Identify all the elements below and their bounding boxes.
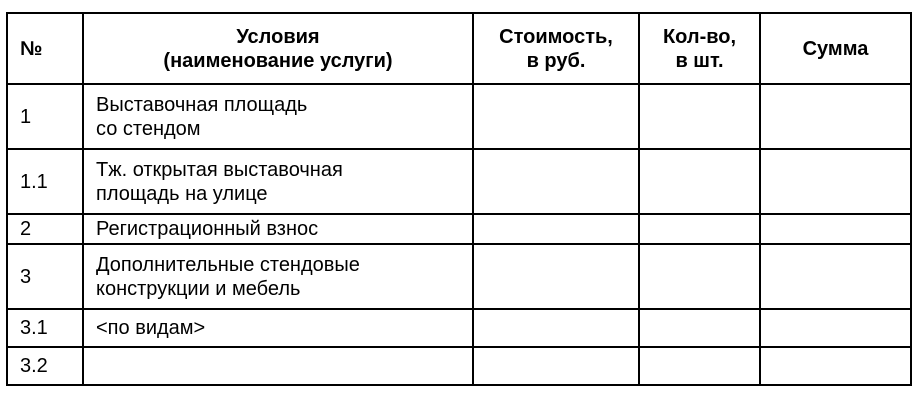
row-service: <по видам> (83, 309, 473, 347)
table-row (7, 149, 911, 214)
row-qty (639, 347, 760, 385)
header-conditions: Условия (наименование услуги) (83, 13, 473, 84)
header-sum: Сумма (760, 13, 911, 84)
row-service: Тж. открытая выставочная площадь на улице (83, 149, 473, 214)
row-sum (760, 149, 911, 214)
row-service: Регистрационный взнос (83, 214, 473, 244)
row-cost (473, 214, 639, 244)
row-num: 3.2 (7, 347, 83, 385)
row-qty (639, 84, 760, 149)
row-qty (639, 149, 760, 214)
table-row (7, 244, 911, 309)
row-cost (473, 309, 639, 347)
table-row (7, 84, 911, 149)
row-sum (760, 214, 911, 244)
row-qty (639, 244, 760, 309)
row-cost (473, 149, 639, 214)
row-num: 3.1 (7, 309, 83, 347)
header-cost: Стоимость, в руб. (473, 13, 639, 84)
row-sum (760, 244, 911, 309)
row-qty (639, 309, 760, 347)
row-service: Выставочная площадь со стендом (83, 84, 473, 149)
table-row (7, 347, 911, 385)
row-sum (760, 347, 911, 385)
table-row (7, 214, 911, 244)
row-cost (473, 347, 639, 385)
row-num: 2 (7, 214, 83, 244)
header-row (7, 13, 911, 84)
row-service: Дополнительные стендовые конструкции и мебель (83, 244, 473, 309)
row-service (83, 347, 473, 385)
table-row (7, 309, 911, 347)
header-num: № (7, 13, 83, 84)
row-num: 3 (7, 244, 83, 309)
row-qty (639, 214, 760, 244)
row-sum (760, 84, 911, 149)
row-cost (473, 244, 639, 309)
row-cost (473, 84, 639, 149)
header-qty: Кол-во, в шт. (639, 13, 760, 84)
row-num: 1.1 (7, 149, 83, 214)
row-num: 1 (7, 84, 83, 149)
row-sum (760, 309, 911, 347)
services-table (6, 12, 912, 386)
